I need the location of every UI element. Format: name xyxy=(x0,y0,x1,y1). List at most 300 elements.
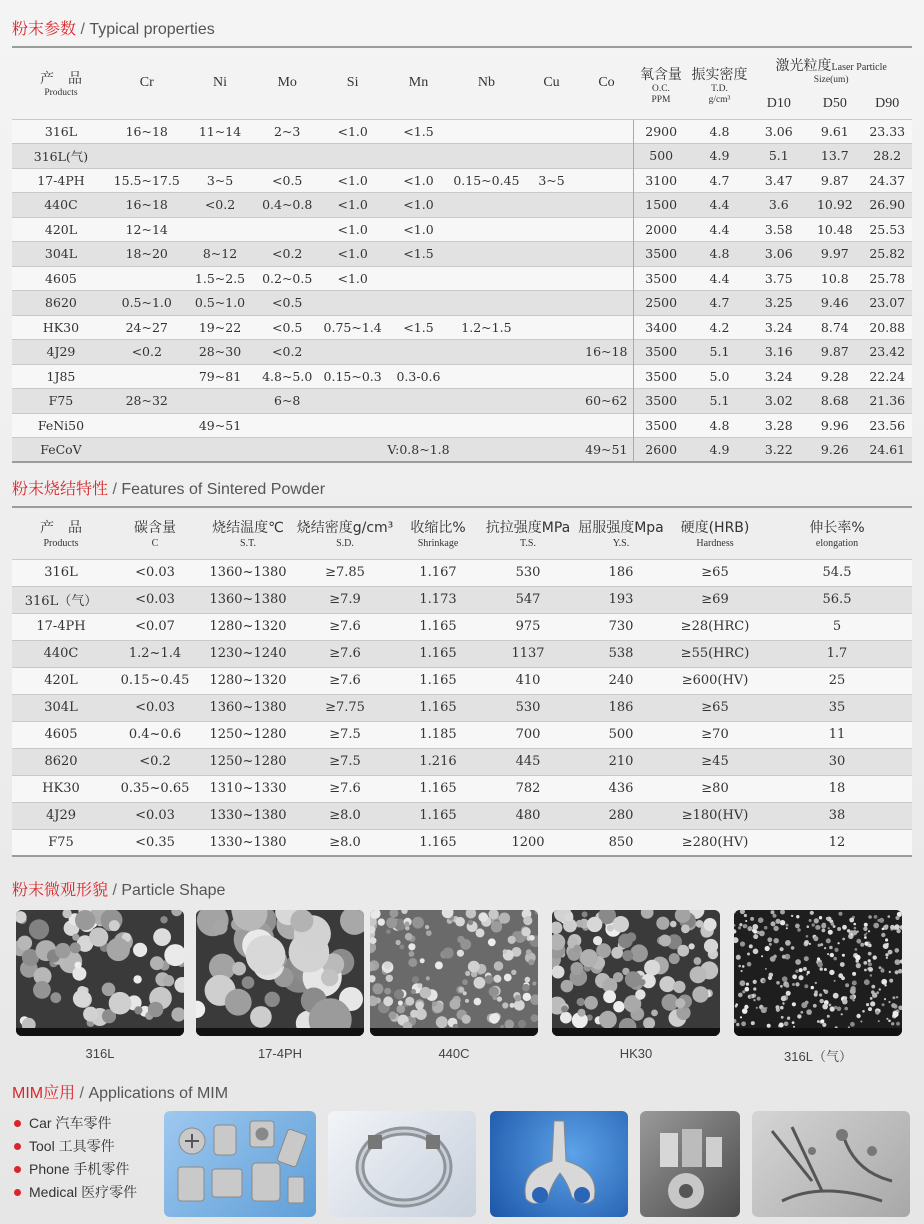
cell-d50: 9.96 xyxy=(807,413,862,438)
cell-mn: <1.5 xyxy=(387,119,449,144)
cell-cu xyxy=(523,413,580,438)
cell: 1360~1380 xyxy=(200,559,296,586)
cell-nb xyxy=(450,438,524,463)
cell: 1.165 xyxy=(394,640,482,667)
cell-td: 4.4 xyxy=(689,266,751,291)
header-cr: Cr xyxy=(139,75,154,91)
particle-label: HK30 xyxy=(619,1046,653,1061)
cell: 440C xyxy=(12,640,110,667)
cell-mn: <1.0 xyxy=(387,168,449,193)
table-row xyxy=(12,667,912,694)
cell: 4J29 xyxy=(12,802,110,829)
cell-td: 4.7 xyxy=(689,291,751,316)
cell: ≥280(HV) xyxy=(668,829,762,856)
cell: ≥7.9 xyxy=(296,586,394,613)
cell-mo: 0.2~0.5 xyxy=(256,266,317,291)
cell: 0.35~0.65 xyxy=(110,775,200,802)
cell-d50: 9.26 xyxy=(807,438,862,463)
cell-nb: 0.15~0.45 xyxy=(450,168,524,193)
cell: 4605 xyxy=(12,721,110,748)
application-list xyxy=(14,1112,137,1204)
cell-mn: 0.3-0.6 xyxy=(387,364,449,389)
cell-si: 0.15~0.3 xyxy=(318,364,387,389)
cell-mo xyxy=(256,217,317,242)
cell: 1280~1320 xyxy=(200,667,296,694)
cell-td: 4.9 xyxy=(689,438,751,463)
cell-mn xyxy=(387,340,449,365)
header-col-2: 烧结温度℃ S.T. xyxy=(212,519,284,549)
cell-d90: 22.24 xyxy=(862,364,912,389)
cell-ni: 49~51 xyxy=(184,413,257,438)
cell: 420L xyxy=(12,667,110,694)
cell: <0.03 xyxy=(110,802,200,829)
cell: 5 xyxy=(762,613,912,640)
cell: 1.165 xyxy=(394,829,482,856)
cell-oc: 3500 xyxy=(633,266,688,291)
cell-product: 316L(气) xyxy=(12,144,110,169)
cell-co: 49~51 xyxy=(580,438,633,463)
cell-co xyxy=(580,168,633,193)
cell-co xyxy=(580,242,633,267)
cell-d90: 25.82 xyxy=(862,242,912,267)
cell: 11 xyxy=(762,721,912,748)
cell-td: 5.1 xyxy=(689,340,751,365)
cell: 700 xyxy=(482,721,574,748)
cell-product: FeNi50 xyxy=(12,413,110,438)
cell: ≥7.75 xyxy=(296,694,394,721)
cell-mo: 0.4~0.8 xyxy=(256,193,317,218)
cell: 25 xyxy=(762,667,912,694)
cell-product: F75 xyxy=(12,389,110,414)
cell-cr: 16~18 xyxy=(110,119,184,144)
cell-mo: <0.5 xyxy=(256,291,317,316)
cell-product: HK30 xyxy=(12,315,110,340)
cell-oc: 2600 xyxy=(633,438,688,463)
cell: 850 xyxy=(574,829,668,856)
cell-product: 1J85 xyxy=(12,364,110,389)
cell: ≥8.0 xyxy=(296,802,394,829)
cell: 1330~1380 xyxy=(200,802,296,829)
cell-product: 17-4PH xyxy=(12,168,110,193)
sintered-powder-table xyxy=(12,506,912,857)
cell: 975 xyxy=(482,613,574,640)
cell-nb xyxy=(450,144,524,169)
cell-nb: 1.2~1.5 xyxy=(450,315,524,340)
cell: 410 xyxy=(482,667,574,694)
table-row xyxy=(12,748,912,775)
cell-cr: 12~14 xyxy=(110,217,184,242)
cell-cu xyxy=(523,266,580,291)
cell-cu xyxy=(523,291,580,316)
header-products: 产 品 Products xyxy=(39,70,82,98)
cell-oc: 2500 xyxy=(633,291,688,316)
cell: 54.5 xyxy=(762,559,912,586)
cell-ni: <0.2 xyxy=(184,193,257,218)
cell-si xyxy=(318,389,387,414)
cell-d90: 28.2 xyxy=(862,144,912,169)
cell: 1.173 xyxy=(394,586,482,613)
table-row xyxy=(12,640,912,667)
cell-d50: 13.7 xyxy=(807,144,862,169)
cell-d50: 9.97 xyxy=(807,242,862,267)
cell-d10: 3.28 xyxy=(750,413,807,438)
table-row xyxy=(12,559,912,586)
cell-cu xyxy=(523,438,580,463)
cell-nb xyxy=(450,389,524,414)
cell-d50: 9.87 xyxy=(807,340,862,365)
particle-image xyxy=(16,910,184,1036)
table-row xyxy=(12,266,912,291)
cell: ≥7.85 xyxy=(296,559,394,586)
cell: ≥8.0 xyxy=(296,829,394,856)
cell-d10: 3.22 xyxy=(750,438,807,463)
cell-cu xyxy=(523,364,580,389)
cell-oc: 2900 xyxy=(633,119,688,144)
cell-d50: 9.87 xyxy=(807,168,862,193)
car-parts-image xyxy=(164,1111,316,1217)
cell: 1.7 xyxy=(762,640,912,667)
table-row xyxy=(12,694,912,721)
cell: 1360~1380 xyxy=(200,586,296,613)
particle-label: 440C xyxy=(438,1046,470,1061)
cell: 30 xyxy=(762,748,912,775)
cell-cr xyxy=(110,413,184,438)
section-title-applications: MIM应用 / Applications of MIM xyxy=(12,1085,229,1102)
cell-co: 60~62 xyxy=(580,389,633,414)
cell-cr: 16~18 xyxy=(110,193,184,218)
cell-cr: 24~27 xyxy=(110,315,184,340)
cell: 538 xyxy=(574,640,668,667)
cell-co xyxy=(580,315,633,340)
cell-mo: 4.8~5.0 xyxy=(256,364,317,389)
cell-oc: 1500 xyxy=(633,193,688,218)
cell-mn xyxy=(387,413,449,438)
cell-cr xyxy=(110,144,184,169)
cell: 1.167 xyxy=(394,559,482,586)
cell: 56.5 xyxy=(762,586,912,613)
cell-mn: V:0.8~1.8 xyxy=(387,438,449,463)
cell: ≥7.5 xyxy=(296,721,394,748)
cell-d50: 9.46 xyxy=(807,291,862,316)
table-row xyxy=(12,193,912,218)
cell-mo: <0.5 xyxy=(256,168,317,193)
cell-nb xyxy=(450,266,524,291)
cell-mn: <1.5 xyxy=(387,315,449,340)
cell-ni: 28~30 xyxy=(184,340,257,365)
header-col-4: 收缩比% Shrinkage xyxy=(410,519,466,549)
table-row xyxy=(12,721,912,748)
cell-d50: 9.61 xyxy=(807,119,862,144)
cell-si: <1.0 xyxy=(318,266,387,291)
cell-cr: 0.5~1.0 xyxy=(110,291,184,316)
table-row xyxy=(12,242,912,267)
cell-d90: 23.42 xyxy=(862,340,912,365)
cell-d10: 3.24 xyxy=(750,315,807,340)
cell-mn: <1.5 xyxy=(387,242,449,267)
cell: 436 xyxy=(574,775,668,802)
phone-parts-image xyxy=(490,1111,628,1217)
particle-image xyxy=(196,910,364,1036)
particle-label: 316L（气） xyxy=(784,1049,852,1064)
cell-cr: 18~20 xyxy=(110,242,184,267)
cell: 1230~1240 xyxy=(200,640,296,667)
cell: 210 xyxy=(574,748,668,775)
header-col-1: 碳含量 C xyxy=(134,519,176,549)
cell-oc: 2000 xyxy=(633,217,688,242)
cell-mn: <1.0 xyxy=(387,217,449,242)
cell-cu xyxy=(523,144,580,169)
cell-mn xyxy=(387,291,449,316)
cell-cu xyxy=(523,340,580,365)
cell-mo: <0.2 xyxy=(256,340,317,365)
cell-d10: 3.24 xyxy=(750,364,807,389)
header-tap-density: 振实密度 T.D. g/cm³ xyxy=(691,67,748,106)
cell-mn xyxy=(387,144,449,169)
cell-ni: 0.5~1.0 xyxy=(184,291,257,316)
cell-d10: 3.02 xyxy=(750,389,807,414)
cell-si: <1.0 xyxy=(318,193,387,218)
cell: ≥7.5 xyxy=(296,748,394,775)
list-item: Medical 医疗零件 xyxy=(14,1181,137,1204)
cell-si: <1.0 xyxy=(318,119,387,144)
table-row xyxy=(12,119,912,144)
cell-co xyxy=(580,413,633,438)
cell-td: 4.8 xyxy=(689,119,751,144)
cell-product: 316L xyxy=(12,119,110,144)
cell: ≥70 xyxy=(668,721,762,748)
cell-co xyxy=(580,364,633,389)
header-nb: Nb xyxy=(477,75,495,91)
cell-product: 4605 xyxy=(12,266,110,291)
cell: 1330~1380 xyxy=(200,829,296,856)
header-col-6: 屈服强度Mpa Y.S. xyxy=(578,519,664,549)
header-si: Si xyxy=(346,75,359,91)
cell: 38 xyxy=(762,802,912,829)
cell-d90: 23.56 xyxy=(862,413,912,438)
cell-co: 16~18 xyxy=(580,340,633,365)
cell: 1.165 xyxy=(394,667,482,694)
cell: ≥45 xyxy=(668,748,762,775)
cell-d90: 24.61 xyxy=(862,438,912,463)
cell-ni: 3~5 xyxy=(184,168,257,193)
header-mo: Mo xyxy=(277,75,297,91)
section-title-sintered-powder: 粉末烧结特性 / Features of Sintered Powder xyxy=(12,481,326,498)
cell-td: 4.8 xyxy=(689,413,751,438)
cell-d10: 3.16 xyxy=(750,340,807,365)
cell: 782 xyxy=(482,775,574,802)
cell: ≥7.6 xyxy=(296,613,394,640)
cell-oc: 3400 xyxy=(633,315,688,340)
cell-td: 4.8 xyxy=(689,242,751,267)
cell: 35 xyxy=(762,694,912,721)
header-col-3: 烧结密度g/cm³ S.D. xyxy=(296,519,394,549)
cell-cu xyxy=(523,119,580,144)
cell-d90: 24.37 xyxy=(862,168,912,193)
medical-parts-image xyxy=(752,1111,910,1217)
cell-mo xyxy=(256,438,317,463)
table-row xyxy=(12,168,912,193)
cell-d50: 9.28 xyxy=(807,364,862,389)
cell-d10: 3.25 xyxy=(750,291,807,316)
header-col-8: 伸长率% elongation xyxy=(809,519,865,549)
cell-d10: 3.75 xyxy=(750,266,807,291)
cell-co xyxy=(580,266,633,291)
cell-cr: 15.5~17.5 xyxy=(110,168,184,193)
cell: 547 xyxy=(482,586,574,613)
header-d10: D10 xyxy=(766,95,791,111)
cell-product: 4J29 xyxy=(12,340,110,365)
cell-td: 4.7 xyxy=(689,168,751,193)
cell: 1.165 xyxy=(394,775,482,802)
cell-cr xyxy=(110,364,184,389)
cell-d50: 10.92 xyxy=(807,193,862,218)
cell-oc: 3500 xyxy=(633,364,688,389)
cell-co xyxy=(580,291,633,316)
cell: ≥65 xyxy=(668,694,762,721)
cell-ni xyxy=(184,217,257,242)
cell-oc: 3100 xyxy=(633,168,688,193)
cell-d90: 20.88 xyxy=(862,315,912,340)
cell: ≥80 xyxy=(668,775,762,802)
cell-nb xyxy=(450,340,524,365)
cell-ni: 79~81 xyxy=(184,364,257,389)
cell: 1.165 xyxy=(394,802,482,829)
cell: 1.165 xyxy=(394,613,482,640)
cell-cr: <0.2 xyxy=(110,340,184,365)
cell: ≥7.6 xyxy=(296,775,394,802)
section-title-particle-shape: 粉末微观形貌 / Particle Shape xyxy=(12,882,226,899)
cell-si: <1.0 xyxy=(318,168,387,193)
table-row xyxy=(12,586,912,613)
cell-ni: 19~22 xyxy=(184,315,257,340)
cell: 280 xyxy=(574,802,668,829)
list-item: Phone 手机零件 xyxy=(14,1158,137,1181)
table-row xyxy=(12,802,912,829)
cell: 530 xyxy=(482,559,574,586)
cell: <0.03 xyxy=(110,559,200,586)
cell-si xyxy=(318,413,387,438)
cell-oc: 500 xyxy=(633,144,688,169)
cell: 186 xyxy=(574,559,668,586)
cell: ≥7.6 xyxy=(296,640,394,667)
table-row xyxy=(12,364,912,389)
cell-nb xyxy=(450,413,524,438)
cell: ≥600(HV) xyxy=(668,667,762,694)
cell-d50: 10.8 xyxy=(807,266,862,291)
cell: <0.03 xyxy=(110,586,200,613)
cell-mo xyxy=(256,144,317,169)
cell-mn xyxy=(387,266,449,291)
table-row xyxy=(12,829,912,856)
table-row xyxy=(12,144,912,169)
cell: 12 xyxy=(762,829,912,856)
cell: 1250~1280 xyxy=(200,748,296,775)
bullet-icon xyxy=(14,1143,21,1150)
bullet-icon xyxy=(14,1120,21,1127)
table-row xyxy=(12,613,912,640)
cell-d10: 3.58 xyxy=(750,217,807,242)
cell-cr: 28~32 xyxy=(110,389,184,414)
table-row xyxy=(12,340,912,365)
particle-label: 17-4PH xyxy=(257,1046,303,1061)
cell: 18 xyxy=(762,775,912,802)
gear-parts-image xyxy=(640,1111,740,1217)
cell: ≥7.6 xyxy=(296,667,394,694)
cell-mo: <0.5 xyxy=(256,315,317,340)
cell-si: 0.75~1.4 xyxy=(318,315,387,340)
cell: 0.4~0.6 xyxy=(110,721,200,748)
cell: ≥180(HV) xyxy=(668,802,762,829)
table-row xyxy=(12,315,912,340)
header-cu: Cu xyxy=(543,75,560,91)
list-item: Car 汽车零件 xyxy=(14,1112,137,1135)
cell-td: 4.4 xyxy=(689,217,751,242)
table-row xyxy=(12,775,912,802)
cell-mo: 6~8 xyxy=(256,389,317,414)
cell-nb xyxy=(450,364,524,389)
cell-oc: 3500 xyxy=(633,340,688,365)
cell: 1.185 xyxy=(394,721,482,748)
cell-mn xyxy=(387,389,449,414)
cell: 240 xyxy=(574,667,668,694)
cell-product: 8620 xyxy=(12,291,110,316)
cell-mo xyxy=(256,413,317,438)
cell-d10: 3.6 xyxy=(750,193,807,218)
cell-nb xyxy=(450,217,524,242)
particle-image xyxy=(734,910,902,1036)
cell-cu xyxy=(523,389,580,414)
cell: <0.35 xyxy=(110,829,200,856)
cell-si xyxy=(318,438,387,463)
header-ni: Ni xyxy=(213,75,228,91)
cell: 1.2~1.4 xyxy=(110,640,200,667)
cell: 1.165 xyxy=(394,694,482,721)
tool-parts-image xyxy=(328,1111,476,1217)
typical-properties-table xyxy=(12,46,912,463)
cell-co xyxy=(580,193,633,218)
cell-cu xyxy=(523,217,580,242)
cell-cu xyxy=(523,193,580,218)
cell: 193 xyxy=(574,586,668,613)
header-col-0: 产 品 Products xyxy=(40,519,82,549)
cell: 316L（气） xyxy=(12,586,110,613)
cell: <0.07 xyxy=(110,613,200,640)
cell-co xyxy=(580,217,633,242)
cell: 445 xyxy=(482,748,574,775)
cell: 1200 xyxy=(482,829,574,856)
cell-si xyxy=(318,291,387,316)
cell-d90: 23.07 xyxy=(862,291,912,316)
header-d90: D90 xyxy=(875,95,900,111)
cell-si xyxy=(318,144,387,169)
cell: 500 xyxy=(574,721,668,748)
cell-cr xyxy=(110,438,184,463)
cell-oc: 3500 xyxy=(633,413,688,438)
cell-cu xyxy=(523,315,580,340)
cell: ≥55(HRC) xyxy=(668,640,762,667)
cell-d90: 21.36 xyxy=(862,389,912,414)
cell-nb xyxy=(450,119,524,144)
cell-product: FeCoV xyxy=(12,438,110,463)
particle-image xyxy=(370,910,538,1036)
cell-ni: 1.5~2.5 xyxy=(184,266,257,291)
header-laser-particle-size: 激光粒度Laser Particle Size(um) xyxy=(775,58,887,85)
header-co: Co xyxy=(598,75,615,91)
cell-si xyxy=(318,340,387,365)
cell: 1250~1280 xyxy=(200,721,296,748)
cell: <0.2 xyxy=(110,748,200,775)
cell-cu xyxy=(523,242,580,267)
